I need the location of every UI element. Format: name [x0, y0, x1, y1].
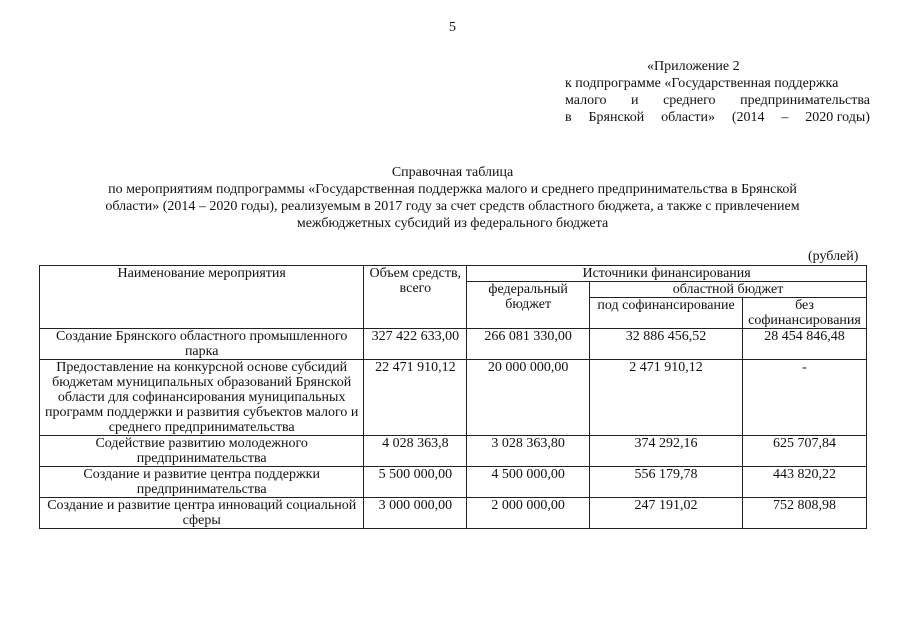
table-row — [40, 436, 867, 467]
row-total: 3 000 000,00 — [364, 498, 467, 529]
row-name: Создание и развитие центра поддержки предпринимательства — [40, 467, 364, 498]
row-total: 327 422 633,00 — [364, 329, 467, 360]
appendix-word: предпринимательства — [740, 93, 870, 108]
appendix-line-2: к подпрограмме «Государственная поддержка — [565, 76, 839, 91]
units-label: (рублей) — [808, 249, 859, 264]
table-row — [40, 467, 867, 498]
table-row — [40, 498, 867, 529]
row-cofin: 556 179,78 — [590, 467, 743, 498]
appendix-line-1: «Приложение 2 — [647, 59, 740, 74]
reference-table — [39, 265, 867, 529]
row-name: Предоставление на конкурсной основе субсидий бюджетам муниципальных образований Брянской области для софинансирования муниципальных программ поддержки и развития субъектов малого и среднего предпринимательства — [40, 360, 364, 436]
row-name: Создание и развитие центра инноваций социальной сферы — [40, 498, 364, 529]
appendix-line-3 — [565, 92, 870, 109]
appendix-note — [565, 58, 870, 126]
appendix-word: – — [781, 110, 789, 125]
row-nocofin: - — [742, 360, 866, 436]
row-nocofin: 625 707,84 — [742, 436, 866, 467]
row-federal: 2 000 000,00 — [467, 498, 590, 529]
header-cofin: под софинансирование — [590, 298, 743, 329]
appendix-word: малого — [565, 93, 607, 108]
row-cofin: 2 471 910,12 — [590, 360, 743, 436]
row-total: 5 500 000,00 — [364, 467, 467, 498]
row-federal: 266 081 330,00 — [467, 329, 590, 360]
title-line: Справочная таблица — [391, 165, 514, 180]
row-total: 4 028 363,8 — [364, 436, 467, 467]
header-name: Наименование мероприятия — [40, 266, 364, 329]
header-sources: Источники финансирования — [467, 266, 867, 282]
row-nocofin: 443 820,22 — [742, 467, 866, 498]
row-cofin: 32 886 456,52 — [590, 329, 743, 360]
header-regional: областной бюджет — [590, 282, 867, 298]
table-row — [40, 360, 867, 436]
table-row — [40, 329, 867, 360]
row-name: Создание Брянского областного промышленного парка — [40, 329, 364, 360]
row-nocofin: 28 454 846,48 — [742, 329, 866, 360]
appendix-word: в — [565, 110, 572, 125]
appendix-word: среднего — [663, 93, 716, 108]
title-line: межбюджетных субсидий из федерального бюджета — [296, 216, 609, 231]
title-line: области» (2014 – 2020 годы), реализуемым в 2017 году за счет средств областного бюджета, а также с привлечением — [105, 199, 800, 214]
appendix-word: области» — [661, 110, 715, 125]
row-federal: 3 028 363,80 — [467, 436, 590, 467]
appendix-word: Брянской — [588, 110, 645, 125]
row-federal: 4 500 000,00 — [467, 467, 590, 498]
document-title — [40, 164, 865, 232]
row-cofin: 374 292,16 — [590, 436, 743, 467]
row-name: Содействие развитию молодежного предпринимательства — [40, 436, 364, 467]
appendix-line-4 — [565, 109, 870, 126]
row-federal: 20 000 000,00 — [467, 360, 590, 436]
appendix-word: и — [631, 93, 639, 108]
page-number: 5 — [449, 20, 456, 35]
row-total: 22 471 910,12 — [364, 360, 467, 436]
header-federal: федеральный бюджет — [467, 282, 590, 329]
header-nocofin: без софинансирования — [742, 298, 866, 329]
row-cofin: 247 191,02 — [590, 498, 743, 529]
appendix-word: 2020 годы) — [805, 110, 870, 125]
title-line: по мероприятиям подпрограммы «Государственная поддержка малого и среднего предпринимательства в Брянской — [108, 182, 797, 197]
row-nocofin: 752 808,98 — [742, 498, 866, 529]
appendix-word: (2014 — [731, 110, 765, 125]
header-volume: Объем средств, всего — [364, 266, 467, 329]
